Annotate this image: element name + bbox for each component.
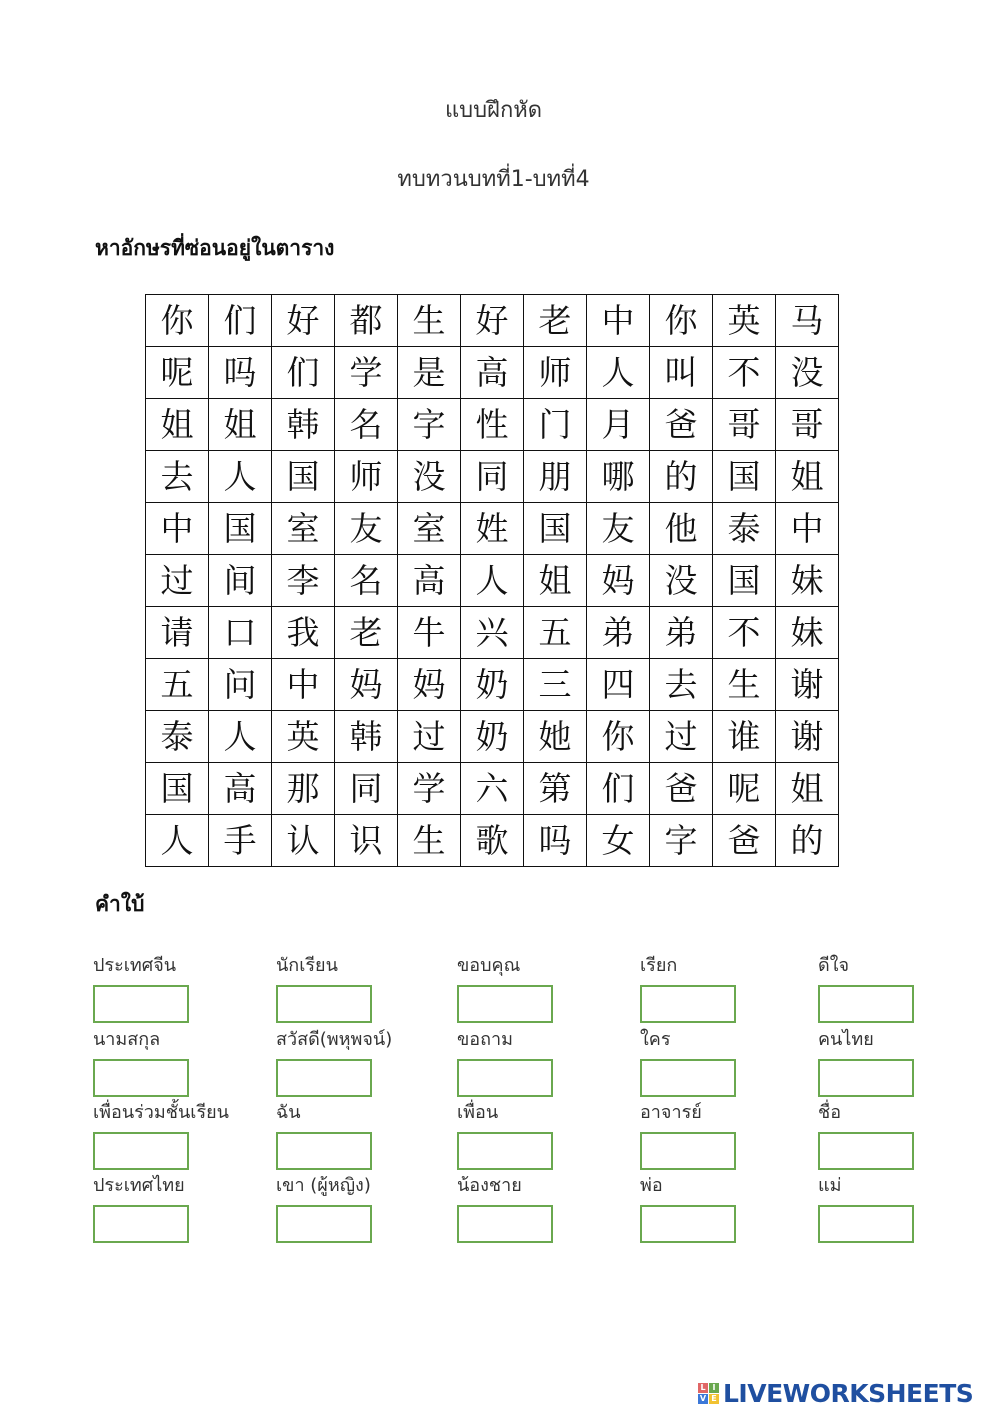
grid-cell[interactable]: 生 [398,295,461,347]
grid-cell[interactable]: 国 [713,451,776,503]
grid-cell[interactable]: 认 [272,815,335,867]
hint-label: ใคร [640,1029,671,1050]
grid-cell[interactable]: 去 [146,451,209,503]
grid-cell[interactable]: 爸 [650,399,713,451]
hint-item [276,953,436,1023]
grid-cell[interactable]: 中 [776,503,839,555]
grid-cell[interactable]: 韩 [335,711,398,763]
grid-cell[interactable]: 哥 [713,399,776,451]
grid-cell[interactable]: 国 [146,763,209,815]
hint-item [640,1100,800,1170]
grid-cell[interactable]: 中 [272,659,335,711]
grid-cell[interactable]: 我 [272,607,335,659]
grid-cell[interactable]: 呢 [146,347,209,399]
grid-cell[interactable]: 你 [146,295,209,347]
grid-cell[interactable]: 国 [209,503,272,555]
liveworksheets-logo-icon [698,1383,719,1404]
search-heading: หาอักษรที่ซ่อนอยู่ในตาราง [95,236,335,260]
grid-row [146,347,839,399]
grid-cell[interactable]: 同 [461,451,524,503]
answer-box[interactable] [93,1132,189,1170]
word-search-grid [145,294,839,867]
grid-row [146,659,839,711]
hint-label: ขอบคุณ [457,955,521,976]
grid-cell[interactable]: 她 [524,711,587,763]
grid-cell[interactable]: 人 [461,555,524,607]
logo-letter: E [709,1394,719,1404]
hint-item [818,1100,978,1170]
hint-label: นักเรียน [276,955,338,976]
hint-item [93,1027,253,1097]
grid-cell[interactable]: 姓 [461,503,524,555]
grid-cell[interactable]: 生 [713,659,776,711]
grid-cell[interactable]: 歌 [461,815,524,867]
hint-label: อาจารย์ [640,1102,702,1123]
grid-cell[interactable]: 呢 [713,763,776,815]
grid-cell[interactable]: 姐 [776,451,839,503]
grid-cell[interactable]: 名 [335,555,398,607]
grid-cell[interactable]: 他 [650,503,713,555]
grid-cell[interactable]: 学 [335,347,398,399]
grid-cell[interactable]: 叫 [650,347,713,399]
grid-cell[interactable]: 不 [713,347,776,399]
grid-cell[interactable]: 英 [713,295,776,347]
grid-cell[interactable]: 吗 [209,347,272,399]
grid-row [146,763,839,815]
grid-row [146,711,839,763]
grid-cell[interactable]: 奶 [461,659,524,711]
page-subtitle: ทบทวนบทที่1-บทที่4 [397,167,590,192]
grid-cell[interactable]: 高 [461,347,524,399]
hint-label: ขอถาม [457,1029,513,1050]
grid-cell[interactable]: 五 [524,607,587,659]
grid-cell[interactable]: 姐 [776,763,839,815]
hint-item [457,1027,617,1097]
grid-cell[interactable]: 谁 [713,711,776,763]
grid-cell[interactable]: 哪 [587,451,650,503]
grid-cell[interactable]: 马 [776,295,839,347]
grid-cell[interactable]: 妹 [776,555,839,607]
answer-box[interactable] [818,1059,914,1097]
grid-cell[interactable]: 问 [209,659,272,711]
grid-cell[interactable]: 英 [272,711,335,763]
answer-box[interactable] [457,985,553,1023]
grid-cell[interactable]: 门 [524,399,587,451]
answer-box[interactable] [276,985,372,1023]
grid-cell[interactable]: 你 [650,295,713,347]
answer-box[interactable] [276,1059,372,1097]
grid-cell[interactable]: 老 [524,295,587,347]
grid-cell[interactable]: 没 [650,555,713,607]
answer-box[interactable] [818,1132,914,1170]
grid-cell[interactable]: 三 [524,659,587,711]
grid-cell[interactable]: 爸 [713,815,776,867]
answer-box[interactable] [640,1059,736,1097]
hint-item [640,953,800,1023]
grid-cell[interactable]: 人 [209,711,272,763]
grid-cell[interactable]: 口 [209,607,272,659]
grid-cell[interactable]: 哥 [776,399,839,451]
hint-item [276,1027,436,1097]
grid-cell[interactable]: 弟 [650,607,713,659]
grid-cell[interactable]: 国 [272,451,335,503]
logo-letter: L [698,1383,708,1393]
grid-cell[interactable]: 四 [587,659,650,711]
hint-label: สวัสดี(พหุพจน์) [276,1029,393,1050]
grid-cell[interactable]: 友 [587,503,650,555]
hint-label: เขา (ผู้หญิง) [276,1175,371,1196]
grid-row [146,451,839,503]
hint-label: ชื่อ [818,1102,842,1123]
grid-cell[interactable]: 没 [776,347,839,399]
hint-item [457,1173,617,1243]
grid-cell[interactable]: 你 [587,711,650,763]
grid-cell[interactable]: 姐 [209,399,272,451]
grid-cell[interactable]: 姐 [524,555,587,607]
grid-cell[interactable]: 妈 [398,659,461,711]
grid-cell[interactable]: 爸 [650,763,713,815]
grid-cell[interactable]: 弟 [587,607,650,659]
grid-cell[interactable]: 谢 [776,711,839,763]
grid-row [146,399,839,451]
grid-cell[interactable]: 人 [146,815,209,867]
hint-item [457,1100,617,1170]
hint-label: เรียก [640,955,678,976]
hint-item [457,953,617,1023]
grid-cell[interactable]: 好 [461,295,524,347]
grid-cell[interactable]: 五 [146,659,209,711]
answer-box[interactable] [640,985,736,1023]
hint-label: ประเทศไทย [93,1175,185,1196]
grid-row [146,295,839,347]
grid-row [146,815,839,867]
hint-label: แม่ [818,1175,842,1196]
answer-box[interactable] [457,1132,553,1170]
grid-cell[interactable]: 高 [209,763,272,815]
grid-cell[interactable]: 识 [335,815,398,867]
hint-item [93,1100,253,1170]
hint-item [93,953,253,1023]
hint-item [276,1100,436,1170]
logo-letter: I [709,1383,719,1393]
grid-cell[interactable]: 们 [209,295,272,347]
grid-cell[interactable]: 朋 [524,451,587,503]
grid-cell[interactable]: 人 [587,347,650,399]
grid-cell[interactable]: 友 [335,503,398,555]
grid-cell[interactable]: 请 [146,607,209,659]
grid-row [146,555,839,607]
hint-label: เพื่อน [457,1102,499,1123]
grid-cell[interactable]: 老 [335,607,398,659]
answer-box[interactable] [640,1132,736,1170]
grid-cell[interactable]: 手 [209,815,272,867]
grid-cell[interactable]: 姐 [146,399,209,451]
grid-cell[interactable]: 间 [209,555,272,607]
hint-label: ดีใจ [818,955,850,976]
grid-cell[interactable]: 师 [524,347,587,399]
grid-cell[interactable]: 奶 [461,711,524,763]
grid-cell[interactable]: 过 [398,711,461,763]
grid-cell[interactable]: 去 [650,659,713,711]
grid-cell[interactable]: 过 [146,555,209,607]
grid-cell[interactable]: 师 [335,451,398,503]
grid-cell[interactable]: 女 [587,815,650,867]
grid-cell[interactable]: 谢 [776,659,839,711]
hint-item [93,1173,253,1243]
answer-box[interactable] [93,1059,189,1097]
grid-cell[interactable]: 室 [398,503,461,555]
grid-cell[interactable]: 字 [650,815,713,867]
grid-cell[interactable]: 的 [650,451,713,503]
grid-cell[interactable]: 那 [272,763,335,815]
answer-box[interactable] [640,1205,736,1243]
grid-cell[interactable]: 月 [587,399,650,451]
grid-cell[interactable]: 中 [587,295,650,347]
logo-letter: V [699,1393,707,1403]
grid-cell[interactable]: 妈 [587,555,650,607]
grid-cell[interactable]: 是 [398,347,461,399]
grid-cell[interactable]: 国 [524,503,587,555]
grid-cell[interactable]: 不 [713,607,776,659]
hint-label: ฉัน [276,1102,301,1123]
grid-cell[interactable]: 妹 [776,607,839,659]
grid-cell[interactable]: 泰 [146,711,209,763]
grid-cell[interactable]: 兴 [461,607,524,659]
hint-item [818,953,978,1023]
answer-box[interactable] [276,1205,372,1243]
hint-label: คนไทย [818,1029,874,1050]
brand-text: LIVEWORKSHEETS [723,1378,974,1408]
page-title: แบบฝึกหัด [444,98,543,123]
hint-label: พ่อ [640,1175,663,1196]
grid-cell[interactable]: 高 [398,555,461,607]
grid-cell[interactable]: 第 [524,763,587,815]
hint-item [818,1027,978,1097]
hint-label: นามสกุล [93,1029,161,1050]
grid-row [146,607,839,659]
answer-box[interactable] [93,1205,189,1243]
grid-cell[interactable]: 好 [272,295,335,347]
grid-cell[interactable]: 中 [146,503,209,555]
grid-cell[interactable]: 韩 [272,399,335,451]
answer-box[interactable] [457,1205,553,1243]
grid-cell[interactable]: 牛 [398,607,461,659]
answer-box[interactable] [457,1059,553,1097]
hint-item [276,1173,436,1243]
hint-item [818,1173,978,1243]
grid-cell[interactable]: 妈 [335,659,398,711]
grid-cell[interactable]: 泰 [713,503,776,555]
grid-cell[interactable]: 李 [272,555,335,607]
brand-logo [698,1377,973,1409]
hints-heading: คำใบ้ [95,892,145,916]
grid-cell[interactable]: 吗 [524,815,587,867]
hint-item [640,1173,800,1243]
grid-cell[interactable]: 名 [335,399,398,451]
grid-cell[interactable]: 学 [398,763,461,815]
grid-cell[interactable]: 都 [335,295,398,347]
hint-label: เพื่อนร่วมชั้นเรียน [93,1102,229,1123]
grid-cell[interactable]: 人 [209,451,272,503]
answer-box[interactable] [93,985,189,1023]
grid-cell[interactable]: 室 [272,503,335,555]
grid-cell[interactable]: 过 [650,711,713,763]
grid-cell[interactable]: 性 [461,399,524,451]
grid-cell[interactable]: 同 [335,763,398,815]
grid-cell[interactable]: 们 [272,347,335,399]
hint-item [640,1027,800,1097]
grid-cell[interactable]: 国 [713,555,776,607]
grid-row [146,503,839,555]
grid-cell[interactable]: 的 [776,815,839,867]
grid-cell[interactable]: 生 [398,815,461,867]
answer-box[interactable] [276,1132,372,1170]
grid-cell[interactable]: 们 [587,763,650,815]
grid-cell[interactable]: 六 [461,763,524,815]
answer-box[interactable] [818,985,914,1023]
hint-label: ประเทศจีน [93,955,177,976]
grid-cell[interactable]: 字 [398,399,461,451]
hint-label: น้องชาย [457,1175,522,1196]
grid-cell[interactable]: 没 [398,451,461,503]
answer-box[interactable] [818,1205,914,1243]
